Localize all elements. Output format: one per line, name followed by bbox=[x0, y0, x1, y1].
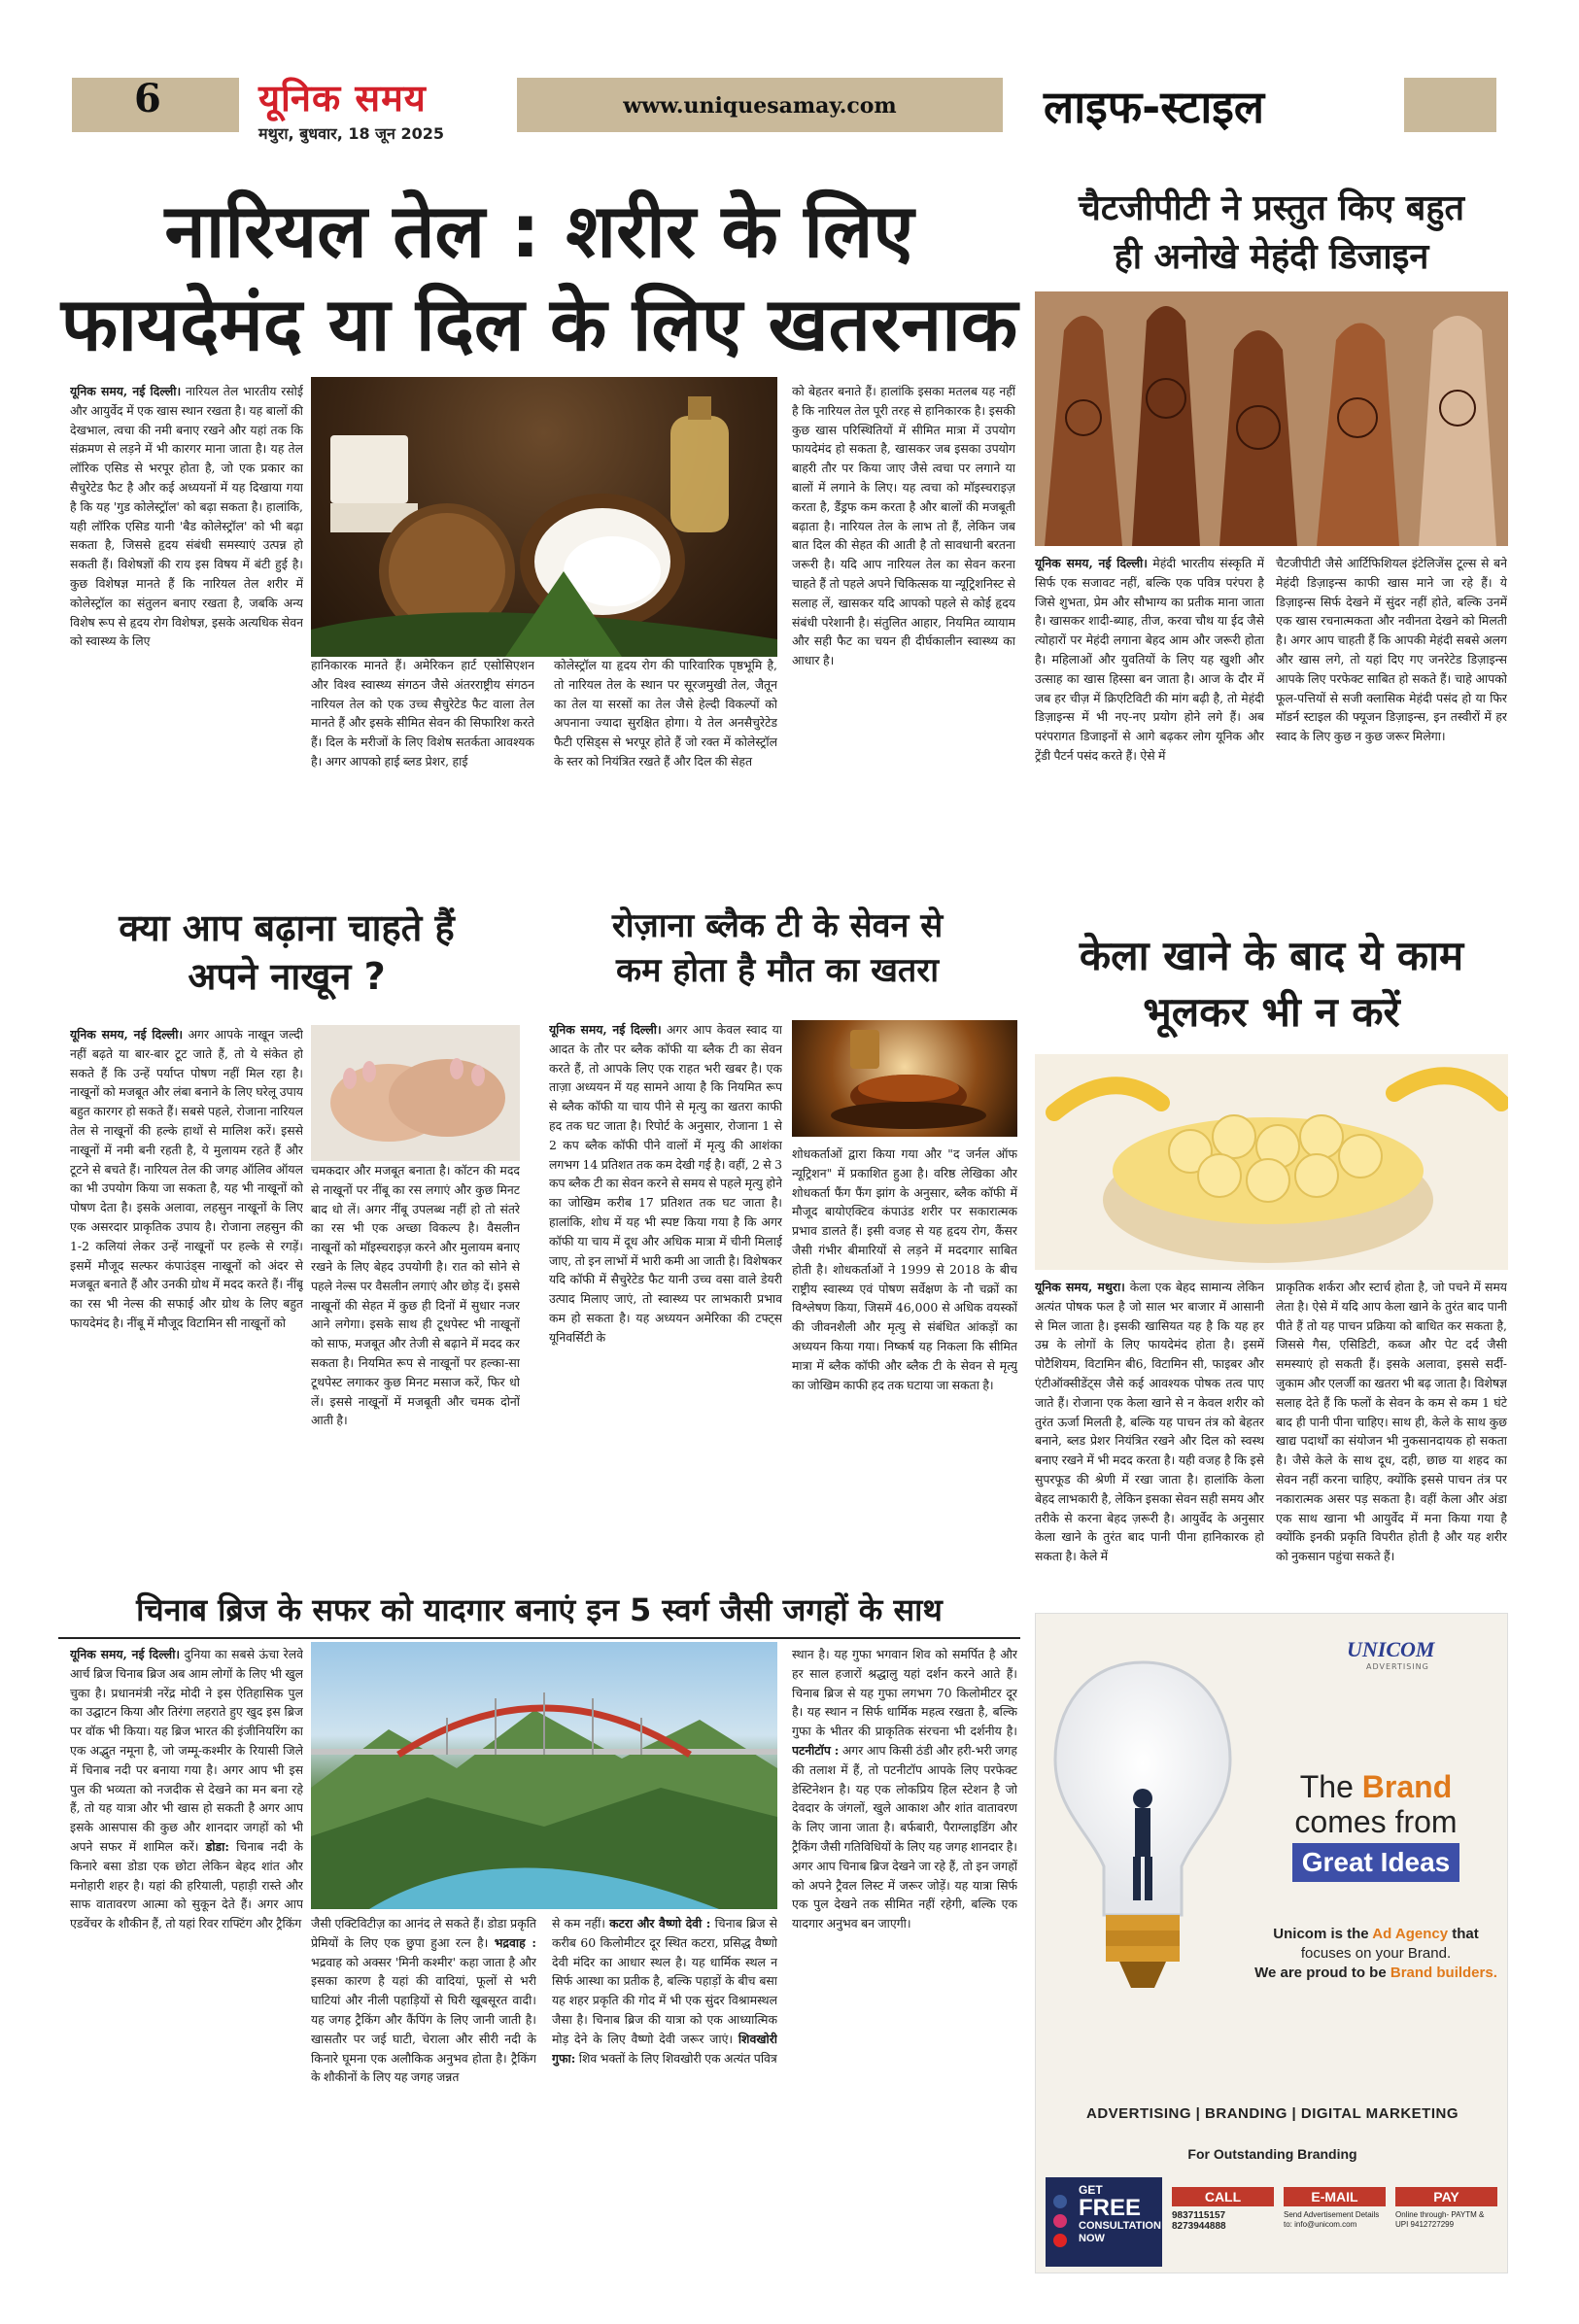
article-text: अगर आप केवल स्वाद या आदत के तौर पर ब्लैक कॉफी या ब्लैक टी का सेवन करते हैं, तो आपके लिए एक राहत भरी खबर है। एक ताज़ा अध्ययन में यह सामने आया है कि नियमित रूप से ब्लैक कॉफी या चाय पीने से मृत्यु का खतरा काफी हद तक घट जाता है। रिपोर्ट के अनुसार, रोजाना 1 से 2 कप ब्लैक कॉफी पीने वालों में मृत्यु की आशंका लगभग 14 प्रतिशत तक कम देखी गई है। वहीं, 2 से 3 कप ब्लैक टी का सेवन करने से समय से पहले मृत्यु होने का जोखिम करीब 17 प्रतिशत तक घट जाता है। हालांकि, शोध में यह भी स्पष्ट किया गया है कि अगर कॉफी या चाय में दूध और अधिक मात्रा में चीनी मिलाई जाए, तो इन लाभों में भारी कमी आ जाती है। विशेषकर यदि कॉफी में सैचुरेटेड फैट यानी उच्च वसा वाले डेयरी उत्पाद मिलाए जाएं, तो स्वास्थ्य पर लाभकारी प्रभाव कम हो सकता है। यह अध्ययन अमेरिका की टफ्ट्स यूनिवर्सिटी के bbox=[549, 1022, 782, 1345]
unicom-advertisement[interactable] bbox=[1035, 1613, 1508, 2273]
section-title: लाइफ-स्टाइल bbox=[1044, 81, 1265, 133]
coconut-illustration bbox=[311, 377, 777, 657]
ad-services: ADVERTISING | BRANDING | DIGITAL MARKETING bbox=[1085, 2105, 1459, 2122]
teacup-illustration bbox=[792, 1020, 1017, 1137]
article-coconut-headline bbox=[58, 185, 1020, 371]
headline-line: ही अनोखे मेहंदी डिजाइन bbox=[1114, 237, 1429, 277]
ad-body-text: Unicom is the bbox=[1273, 1926, 1373, 1942]
ad-tagline: For Outstanding Branding bbox=[1187, 2146, 1357, 2162]
ad-consultation-box[interactable] bbox=[1046, 2177, 1162, 2267]
ad-body-text: focuses on your Brand. bbox=[1300, 1945, 1452, 1962]
article-chenab-column-3 bbox=[552, 1914, 777, 2276]
article-text: भद्रवाह को अक्सर 'मिनी कश्मीर' कहा जाता है और इसका कारण है यहां की वादियां, फूलों से भरी घाटियां और नीली पहाड़ियों से घिरी खूबसूरत वादी। यह जगह ट्रैकिंग और कैंपिंग के लिए जानी जाती है। खासतौर पर जई घाटी, चेराला और सीरी नदी के किनारे घूमना एक अलौकिक अनुभव होता है। ट्रैकिंग के शौकीनों के लिए यह जगह जन्नत bbox=[311, 1954, 536, 2085]
ad-headline bbox=[1259, 1769, 1493, 1882]
headline-line: नारियल तेल : शरीर के लिए bbox=[164, 188, 914, 274]
headline-line: चैटजीपीटी ने प्रस्तुत किए बहुत bbox=[1079, 188, 1464, 228]
article-text: चिनाब नदी के किनारे बसा डोडा एक छोटा लेकिन बेहद शांत और मनोहारी शहर है। यहां की हरियाली, पहाड़ी रास्ते और साफ वातावरण आत्मा को सुकून देते हैं। अगर आप एडवेंचर के शौकीन हैं, तो यहां रिवर राफ्टिंग और ट्रैकिंग bbox=[70, 1838, 303, 1931]
facebook-icon[interactable] bbox=[1053, 2195, 1067, 2208]
advertiser-logo: UNICOM bbox=[1347, 1637, 1435, 1661]
headline-line: फायदेमंद या दिल के लिए खतरनाक bbox=[60, 281, 1018, 367]
article-coconut-column-4: को बेहतर बनाते हैं। हालांकि इसका मतलब यह नहीं है कि नारियल तेल पूरी तरह से हानिकारक है। इसकी कुछ खास परिस्थितियों में सीमित मात्रा में उपयोग फायदेमंद हो सकता है, खासकर जब इसका उपयोग बाहरी तौर पर किया जाए जैसे त्वचा पर लगाने या बालों में लगाने के लिए। यह त्वचा को मॉइस्चराइज़ करता है, डैंड्रफ कम करता है और बालों की मजबूती बढ़ाता है। नारियल तेल के लाभ तो हैं, लेकिन जब बात दिल की सेहत की आती है तो सावधानी बरतना जरूरी है। यदि आप नारियल तेल का सेवन करना चाहते हैं तो पहले अपने चिकित्सक या न्यूट्रिशनिस्ट से सलाह लें, खासकर यदि आपको पहले से कोई हृदय संबंधी परेशानी है। संतुलित आहार, नियमित व्यायाम और सही फैट का चयन ही दीर्घकालीन स्वास्थ्य का आधार है। bbox=[792, 384, 1015, 668]
dateline: मथुरा, बुधवार, 18 जून 2025 bbox=[258, 124, 445, 143]
chenab-bridge-photo bbox=[311, 1642, 777, 1909]
youtube-icon[interactable] bbox=[1053, 2234, 1067, 2247]
byline: यूनिक समय, नई दिल्ली। bbox=[70, 384, 182, 398]
email-label: E-MAIL bbox=[1284, 2187, 1386, 2206]
article-text: चिनाब ब्रिज से करीब 60 किलोमीटर दूर स्थित कटरा, प्रसिद्ध वैष्णो देवी मंदिर का आधार स्थल है। यह धार्मिक स्थल न सिर्फ आस्था का प्रतीक है, बल्कि पहाड़ों के बीच बसा यह शहर प्रकृति की गोद में भी एक सुंदर विश्रामस्थल जैसा है। चिनाब ब्रिज की यात्रा को एक आध्यात्मिक मोड़ देने के लिए वैष्णो देवी जरूर जाएं। bbox=[552, 1916, 777, 2046]
website-url[interactable]: www.uniquesamay.com bbox=[623, 93, 897, 119]
subhead-shivkhori: शिवखोरी गुफा: bbox=[552, 2031, 777, 2066]
headline-divider bbox=[58, 1637, 1020, 1639]
ad-body-highlight: Ad Agency bbox=[1372, 1926, 1449, 1942]
article-text: नारियल तेल भारतीय रसोई और आयुर्वेद में एक खास स्थान रखता है। यह बालों की देखभाल, त्वचा की नमी बनाए रखने और यहां तक कि संक्रमण से लड़ने में भी कारगर माना जाता है। यह तेल लॉरिक एसिड से भरपूर होता है, जो एक प्रकार का सैचुरेटेड फैट है और कई अध्ययनों में यह दिखाया गया है कि यह 'गुड कोलेस्ट्रॉल' को बढ़ा सकता है। हालांकि, यही लॉरिक एसिड यानी 'बैड कोलेस्ट्रॉल' को भी बढ़ा सकता है, जिससे हृदय संबंधी समस्याएं उत्पन्न हो सकती हैं। विशेषज्ञों की राय इस विषय में बंटी हुई है। कुछ विशेषज्ञ मानते हैं कि नारियल तेल शरीर में कोलेस्ट्रॉल का संतुलन बनाए रखता है, जबकि अन्य विशेष रूप से हृदय रोग विशेषज्ञ, इसके अत्यधिक सेवन को स्वास्थ्य के लिए bbox=[70, 384, 303, 649]
article-chenab-column-2 bbox=[311, 1914, 536, 2276]
ad-headline-highlight: Brand bbox=[1361, 1769, 1453, 1804]
article-text: केला एक बेहद सामान्य लेकिन अत्यंत पोषक फल है जो साल भर बाजार में आसानी से मिल जाता है। इसकी खासियत यह है कि यह हर उम्र के लोगों के लिए फायदेमंद होता है। इसमें पोटैशियम, विटामिन बी6, विटामिन सी, फाइबर और एंटीऑक्सीडेंट्स जैसे कई आवश्यक पोषक तत्व पाए जाते हैं। रोजाना एक केला खाने से न केवल शरीर को तुरंत ऊर्जा मिलती है, बल्कि यह पाचन तंत्र को बेहतर बनाने, ब्लड प्रेशर नियंत्रित रखने और दिल को स्वस्थ बनाए रखने में भी मदद करता है। यही वजह है कि इसे सुपरफूड की श्रेणी में रखा जाता है। हालांकि केला बेहद लाभकारी है, लेकिन इसका सेवन सही समय और तरीके से करना बेहद ज़रूरी है। आयुर्वेद के अनुसार केला खाने के तुरंत बाद पानी पीना हानिकारक हो सकता है। केले में bbox=[1035, 1280, 1264, 1564]
ad-call-block[interactable] bbox=[1172, 2187, 1274, 2232]
cta-small: GET bbox=[1079, 2183, 1103, 2197]
email-text[interactable]: Send Advertisement Details to: info@unicom.com bbox=[1284, 2210, 1380, 2229]
article-text: मेहंदी भारतीय संस्कृति में सिर्फ एक सजावट नहीं, बल्कि एक पवित्र परंपरा है जिसे शुभता, प्रेम और सौभाग्य का प्रतीक माना जाता है। खासकर शादी-ब्याह, तीज, करवा चौथ या ईद जैसे त्योहारों पर मेहंदी लगाना बेहद आम और जरूरी होता है। महिलाओं और युवतियों के लिए यह खुशी और उत्साह का खास हिस्सा बन जाता है। आज के दौर में जब हर चीज़ में क्रिएटिविटी की मांग बढ़ी है, तो मेहंदी डिज़ाइन्स में भी नए-नए प्रयोग होने लगे हैं। अब परंपरागत डिजाइनों से आगे बढ़कर लोग यूनिक और ट्रेंडी पैटर्न पसंद करते हैं। ऐसे में bbox=[1035, 556, 1264, 763]
advertiser-logo-subtext: ADVERTISING bbox=[1366, 1662, 1429, 1671]
subhead-doda: डोडा: bbox=[205, 1838, 229, 1854]
coconut-oil-photo bbox=[311, 377, 777, 657]
cta-sub: CONSULTATION NOW bbox=[1079, 2220, 1161, 2244]
article-mehndi-headline bbox=[1035, 185, 1508, 282]
banana-photo bbox=[1035, 1054, 1508, 1270]
headline-line: कम होता है मौत का खतरा bbox=[615, 951, 940, 990]
article-chenab-headline: चिनाब ब्रिज के सफर को यादगार बनाएं इन 5 स्वर्ग जैसी जगहों के साथ bbox=[136, 1591, 943, 1628]
article-text: से कम नहीं। bbox=[552, 1916, 605, 1931]
byline: यूनिक समय, मथुरा। bbox=[1035, 1280, 1125, 1294]
article-chenab-column-4 bbox=[792, 1645, 1017, 2276]
byline: यूनिक समय, नई दिल्ली। bbox=[70, 1027, 184, 1042]
article-coconut-column-2: हानिकारक मानते हैं। अमेरिकन हार्ट एसोसिएशन और विश्व स्वास्थ्य संगठन जैसे अंतरराष्ट्रीय संगठन नारियल तेल को एक उच्च सैचुरेटेड फैट वाला तेल मानते हैं और इसके सीमित सेवन की सिफारिश करते हैं। दिल के मरीजों के लिए विशेष सतर्कता आवश्यक है। अगर आपको हाई ब्लड प्रेशर, हाई bbox=[311, 658, 534, 769]
article-banana-headline bbox=[1035, 928, 1508, 1041]
headline-line: केला खाने के बाद ये काम bbox=[1079, 932, 1464, 979]
subhead-patnitop: पटनीटॉप : bbox=[792, 1742, 840, 1758]
ad-body-text: that bbox=[1448, 1926, 1479, 1942]
headline-line: भूलकर भी न करें bbox=[1143, 988, 1400, 1036]
black-tea-photo bbox=[792, 1020, 1017, 1137]
article-mehndi-column-2: चैटजीपीटी जैसे आर्टिफिशियल इंटेलिजेंस टूल्स से बने मेहंदी डिज़ाइन्स काफी खास माने जा रहे हैं। ये डिज़ाइन्स सिर्फ देखने में सुंदर नहीं होते, बल्कि उनमें एक खास रचनात्मकता और नवीनता देखने को मिलती है। अगर आप चाहती हैं कि आपकी मेहंदी सबसे अलग और खास लगे, तो यहां दिए गए जनरेटेड डिज़ाइन्स आपके लिए परफेक्ट साबित हो सकते हैं। चाहे आपको फूल-पत्तियों से सजी क्लासिक मेहंदी पसंद हो या फिर मॉडर्न स्टाइल की फ्यूजन डिज़ाइन्स, इन तस्वीरों में हर स्वाद के लिए कुछ न कुछ जरूर मिलेगा। bbox=[1276, 556, 1507, 744]
article-nails-column-1 bbox=[70, 1025, 303, 1569]
ad-email-block[interactable] bbox=[1284, 2187, 1386, 2230]
article-banana-column-2: प्राकृतिक शर्करा और स्टार्च होता है, जो पचने में समय लेता है। ऐसे में यदि आप केला खाने के तुरंत बाद पानी पीते हैं तो यह पाचन प्रक्रिया को बाधित कर सकता है, जिससे गैस, एसिडिटी, कब्ज और पेट दर्द जैसी समस्याएं हो सकती हैं। इसके अलावा, इससे सर्दी-जुकाम और एलर्जी का खतरा भी बढ़ जाता है। विशेषज्ञ सलाह देते हैं कि फलों के सेवन के कम से कम 1 घंटे बाद ही पानी पीना चाहिए। साथ ही, केले के साथ कुछ खाद्य पदार्थों का संयोजन भी नुकसानदायक हो सकता है। जैसे केले के साथ दूध, दही, छाछ या शहद का सेवन नहीं करना चाहिए, क्योंकि इससे पाचन तंत्र पर नकारात्मक असर पड़ सकता है। वहीं केला और अंडा एक साथ खाना भी आयुर्वेद में मना किया गया है क्योंकि इनकी प्रकृति विपरीत होती है और यह शरीर को नुकसान पहुंचा सकते हैं। bbox=[1276, 1280, 1507, 1564]
article-text: स्थान है। यह गुफा भगवान शिव को समर्पित है और हर साल हजारों श्रद्धालु यहां दर्शन करने आते हैं। चिनाब ब्रिज से यह गुफा लगभग 70 किलोमीटर दूर है। यह स्थान न सिर्फ धार्मिक महत्व रखता है, बल्कि गुफा के भीतर की प्राकृतिक संरचना भी दर्शनीय है। bbox=[792, 1647, 1017, 1739]
mehndi-photo bbox=[1035, 291, 1508, 546]
ad-headline-text: comes from bbox=[1294, 1804, 1458, 1839]
pay-label: PAY bbox=[1395, 2187, 1497, 2206]
article-nails-column-2: चमकदार और मजबूत बनाता है। कॉटन की मदद से नाखूनों पर नींबू का रस लगाएं और कुछ मिनट बाद धो लें। अगर नींबू उपलब्ध नहीं हो तो संतरे का रस भी एक अच्छा विकल्प है। वैसलीन नाखूनों को मॉइस्चराइज़ करने और मुलायम बनाए रखने के लिए बेहद उपयोगी है। रात को सोने से पहले नेल्स पर वैसलीन लगाएं और छोड़ दें। इससे नाखूनों की सेहत में कुछ ही दिनों में सुधार नजर आने लगेगा। इसके साथ ही टूथपेस्ट भी नाखूनों को साफ, मजबूत और तेजी से बढ़ाने में मदद कर सकता है। नियमित रूप से नाखूनों पर हल्का-सा टूथपेस्ट लगाकर कुछ मिनट मसाज करें, फिर धो लें। इससे नाखूनों में मजबूती और चमक दोनों आती है। bbox=[311, 1163, 520, 1428]
subhead-katra: कटरा और वैष्णो देवी : bbox=[609, 1916, 711, 1931]
article-mehndi-column-1 bbox=[1035, 554, 1264, 913]
mehndi-hands-illustration bbox=[1035, 291, 1508, 546]
call-number-2[interactable]: 8273944888 bbox=[1172, 2221, 1226, 2232]
article-coconut-column-1 bbox=[70, 382, 303, 868]
article-banana-column-1 bbox=[1035, 1278, 1264, 1598]
article-nails-headline bbox=[58, 904, 515, 1001]
byline: यूनिक समय, नई दिल्ली। bbox=[1035, 556, 1148, 570]
headline-line: रोज़ाना ब्लैक टी के सेवन से bbox=[611, 906, 944, 945]
cta-big: FREE bbox=[1079, 2195, 1142, 2221]
subhead-bhadarwah: भद्रवाह : bbox=[494, 1934, 536, 1950]
hands-illustration bbox=[311, 1025, 520, 1161]
article-text: शिव भक्तों के लिए शिवखोरी एक अत्यंत पवित्र bbox=[578, 2050, 777, 2066]
article-blacktea-column-1 bbox=[549, 1020, 782, 1569]
byline: यूनिक समय, नई दिल्ली। bbox=[549, 1022, 662, 1037]
lightbulb-icon bbox=[1046, 1653, 1240, 2061]
article-text: अगर आप किसी ठंडी और हरी-भरी जगह की तलाश में हैं, तो पटनीटॉप आपके लिए परफेक्ट डेस्टिनेशन है। यह एक लोकप्रिय हिल स्टेशन है जो देवदार के जंगलों, खुले आकाश और शांत वातावरण के लिए जाना जाता है। बर्फबारी, पैराग्लाइडिंग और ट्रैकिंग जैसी गतिविधियों के लिए यह जगह शानदार है। अगर आप चिनाब ब्रिज देखने जा रहे हैं, तो इन जगहों को अपने ट्रैवल लिस्ट में जरूर जोड़ें। यह यात्रा सिर्फ एक पुल देखने तक सीमित नहीं रहेगी, बल्कि एक यादगार अनुभव बन जाएगी। bbox=[792, 1742, 1017, 1931]
banana-bowl-illustration bbox=[1035, 1054, 1508, 1270]
ad-body-text: We are proud to be bbox=[1254, 1965, 1390, 1981]
call-label: CALL bbox=[1172, 2187, 1274, 2206]
ad-headline-banner: Great Ideas bbox=[1292, 1843, 1460, 1882]
article-coconut-column-3: कोलेस्ट्रॉल या हृदय रोग की पारिवारिक पृष्ठभूमि है, तो नारियल तेल के स्थान पर सूरजमुखी तेल, जैतून का तेल या सरसों का तेल जैसे हेल्दी विकल्पों को अपनाना ज्यादा सुरक्षित होगा। ये तेल अनसैचुरेटेड फैटी एसिड्स से भरपूर होते हैं जो रक्त में कोलेस्ट्रॉल के स्तर को नियंत्रित रखते हैं और दिल की सेहत bbox=[554, 658, 777, 769]
article-blacktea-headline bbox=[544, 904, 1011, 993]
article-chenab-column-1 bbox=[70, 1645, 303, 2276]
instagram-icon[interactable] bbox=[1053, 2214, 1067, 2228]
ad-body bbox=[1250, 1925, 1502, 1983]
nails-photo bbox=[311, 1025, 520, 1161]
newspaper-name: यूनिक समय bbox=[258, 77, 427, 120]
article-text: जैसी एक्टिविटीज़ का आनंद ले सकते हैं। डोडा प्रकृति प्रेमियों के लिए एक छुपा हुआ रत्न है। bbox=[311, 1916, 536, 1950]
ad-body-highlight: Brand builders. bbox=[1390, 1965, 1497, 1981]
headline-line: क्या आप बढ़ाना चाहते हैं bbox=[119, 906, 455, 949]
byline: यूनिक समय, नई दिल्ली। bbox=[70, 1647, 181, 1661]
article-blacktea-column-2: शोधकर्ताओं द्वारा किया गया और "द जर्नल ऑफ न्यूट्रिशन" में प्रकाशित हुआ है। वरिष्ठ लेखिका और शोधकर्ता फैंग फैंग झांग के अनुसार, ब्लैक कॉफी में मौजूद बायोएक्टिव कंपाउंड शरीर पर सकारात्मक प्रभाव डालते हैं। इसी वजह से यह हृदय रोग, कैंसर जैसी गंभीर बीमारियों से लड़ने में मददगार साबित होती है। शोधकर्ताओं ने 1999 से 2018 के बीच राष्ट्रीय स्वास्थ्य एवं पोषण सर्वेक्षण के नौ चक्रों का विश्लेषण किया, जिसमें 46,000 से अधिक वयस्कों की जीवनशैली और मृत्यु से संबंधित आंकड़ों का अध्ययन किया गया। निष्कर्ष यह निकला कि सीमित मात्रा में ब्लैक कॉफी और ब्लैक टी के सेवन से मृत्यु का जोखिम काफी हद तक घटाया जा सकता है। bbox=[792, 1146, 1017, 1392]
section-band bbox=[1404, 78, 1496, 132]
ad-pay-block[interactable] bbox=[1395, 2187, 1497, 2230]
article-text: दुनिया का सबसे ऊंचा रेलवे आर्च ब्रिज चिनाब ब्रिज अब आम लोगों के लिए भी खुल चुका है। प्रधानमंत्री नरेंद्र मोदी ने इस ऐतिहासिक पुल का उद्घाटन किया और तिरंगा लहराते हुए खुद इस ब्रिज पर वॉक भी किया। यह ब्रिज भारत की इंजीनियरिंग का एक अद्भुत नमूना है, जो जम्मू-कश्मीर के रियासी जिले में चिनाब नदी पर बनाया गया है। अगर आप भी इस पुल की भव्यता को नजदीक से देखने का मन बना रहे हैं, तो यह यात्रा और भी खास हो सकती है अगर आप इसके आसपास की कुछ और शानदार जगहों को भी अपने सफर में शामिल करें। bbox=[70, 1647, 303, 1854]
pay-text: Online through- PAYTM & UPI 9412727299 bbox=[1395, 2210, 1485, 2229]
call-number-1[interactable]: 9837115157 bbox=[1172, 2210, 1226, 2221]
article-text: अगर आपके नाखून जल्दी नहीं बढ़ते या बार-बार टूट जाते हैं, तो ये संकेत हो सकते हैं कि उन्हें पर्याप्त पोषण नहीं मिल रहा है। नाखूनों को मजबूत और लंबा बनाने के लिए घरेलू उपाय बहुत कारगर हो सकते हैं। सबसे पहले, रोजाना नारियल तेल से नाखूनों की हल्के हाथों से मालिश करें। इससे नाखूनों में नमी बनी रहती है, ये मुलायम रहते हैं और टूटने से बचते हैं। नारियल तेल की जगह ऑलिव ऑयल का भी उपयोग किया जा सकता है, यह भी नाखूनों को पोषण देता है। इसके अलावा, लहसुन नाखूनों के लिए एक असरदार प्राकृतिक उपाय है। रोजाना लहसुन की 1-2 कलियां लेकर उन्हें नाखूनों पर हल्के से रगड़ें। इसमें मौजूद सल्फर कंपाउंड्स नाखूनों को अंदर से मजबूत बनाते हैं और उनकी ग्रोथ में मदद करते हैं। नींबू का रस भी नेल्स की सफाई और ग्रोथ के लिए बहुत फायदेमंद है। नींबू में मौजूद विटामिन सी नाखूनों को bbox=[70, 1027, 303, 1330]
headline-line: अपने नाखून ? bbox=[188, 955, 386, 998]
bridge-illustration bbox=[311, 1642, 777, 1909]
page-number: 6 bbox=[134, 76, 161, 121]
ad-headline-text: The bbox=[1299, 1769, 1362, 1804]
